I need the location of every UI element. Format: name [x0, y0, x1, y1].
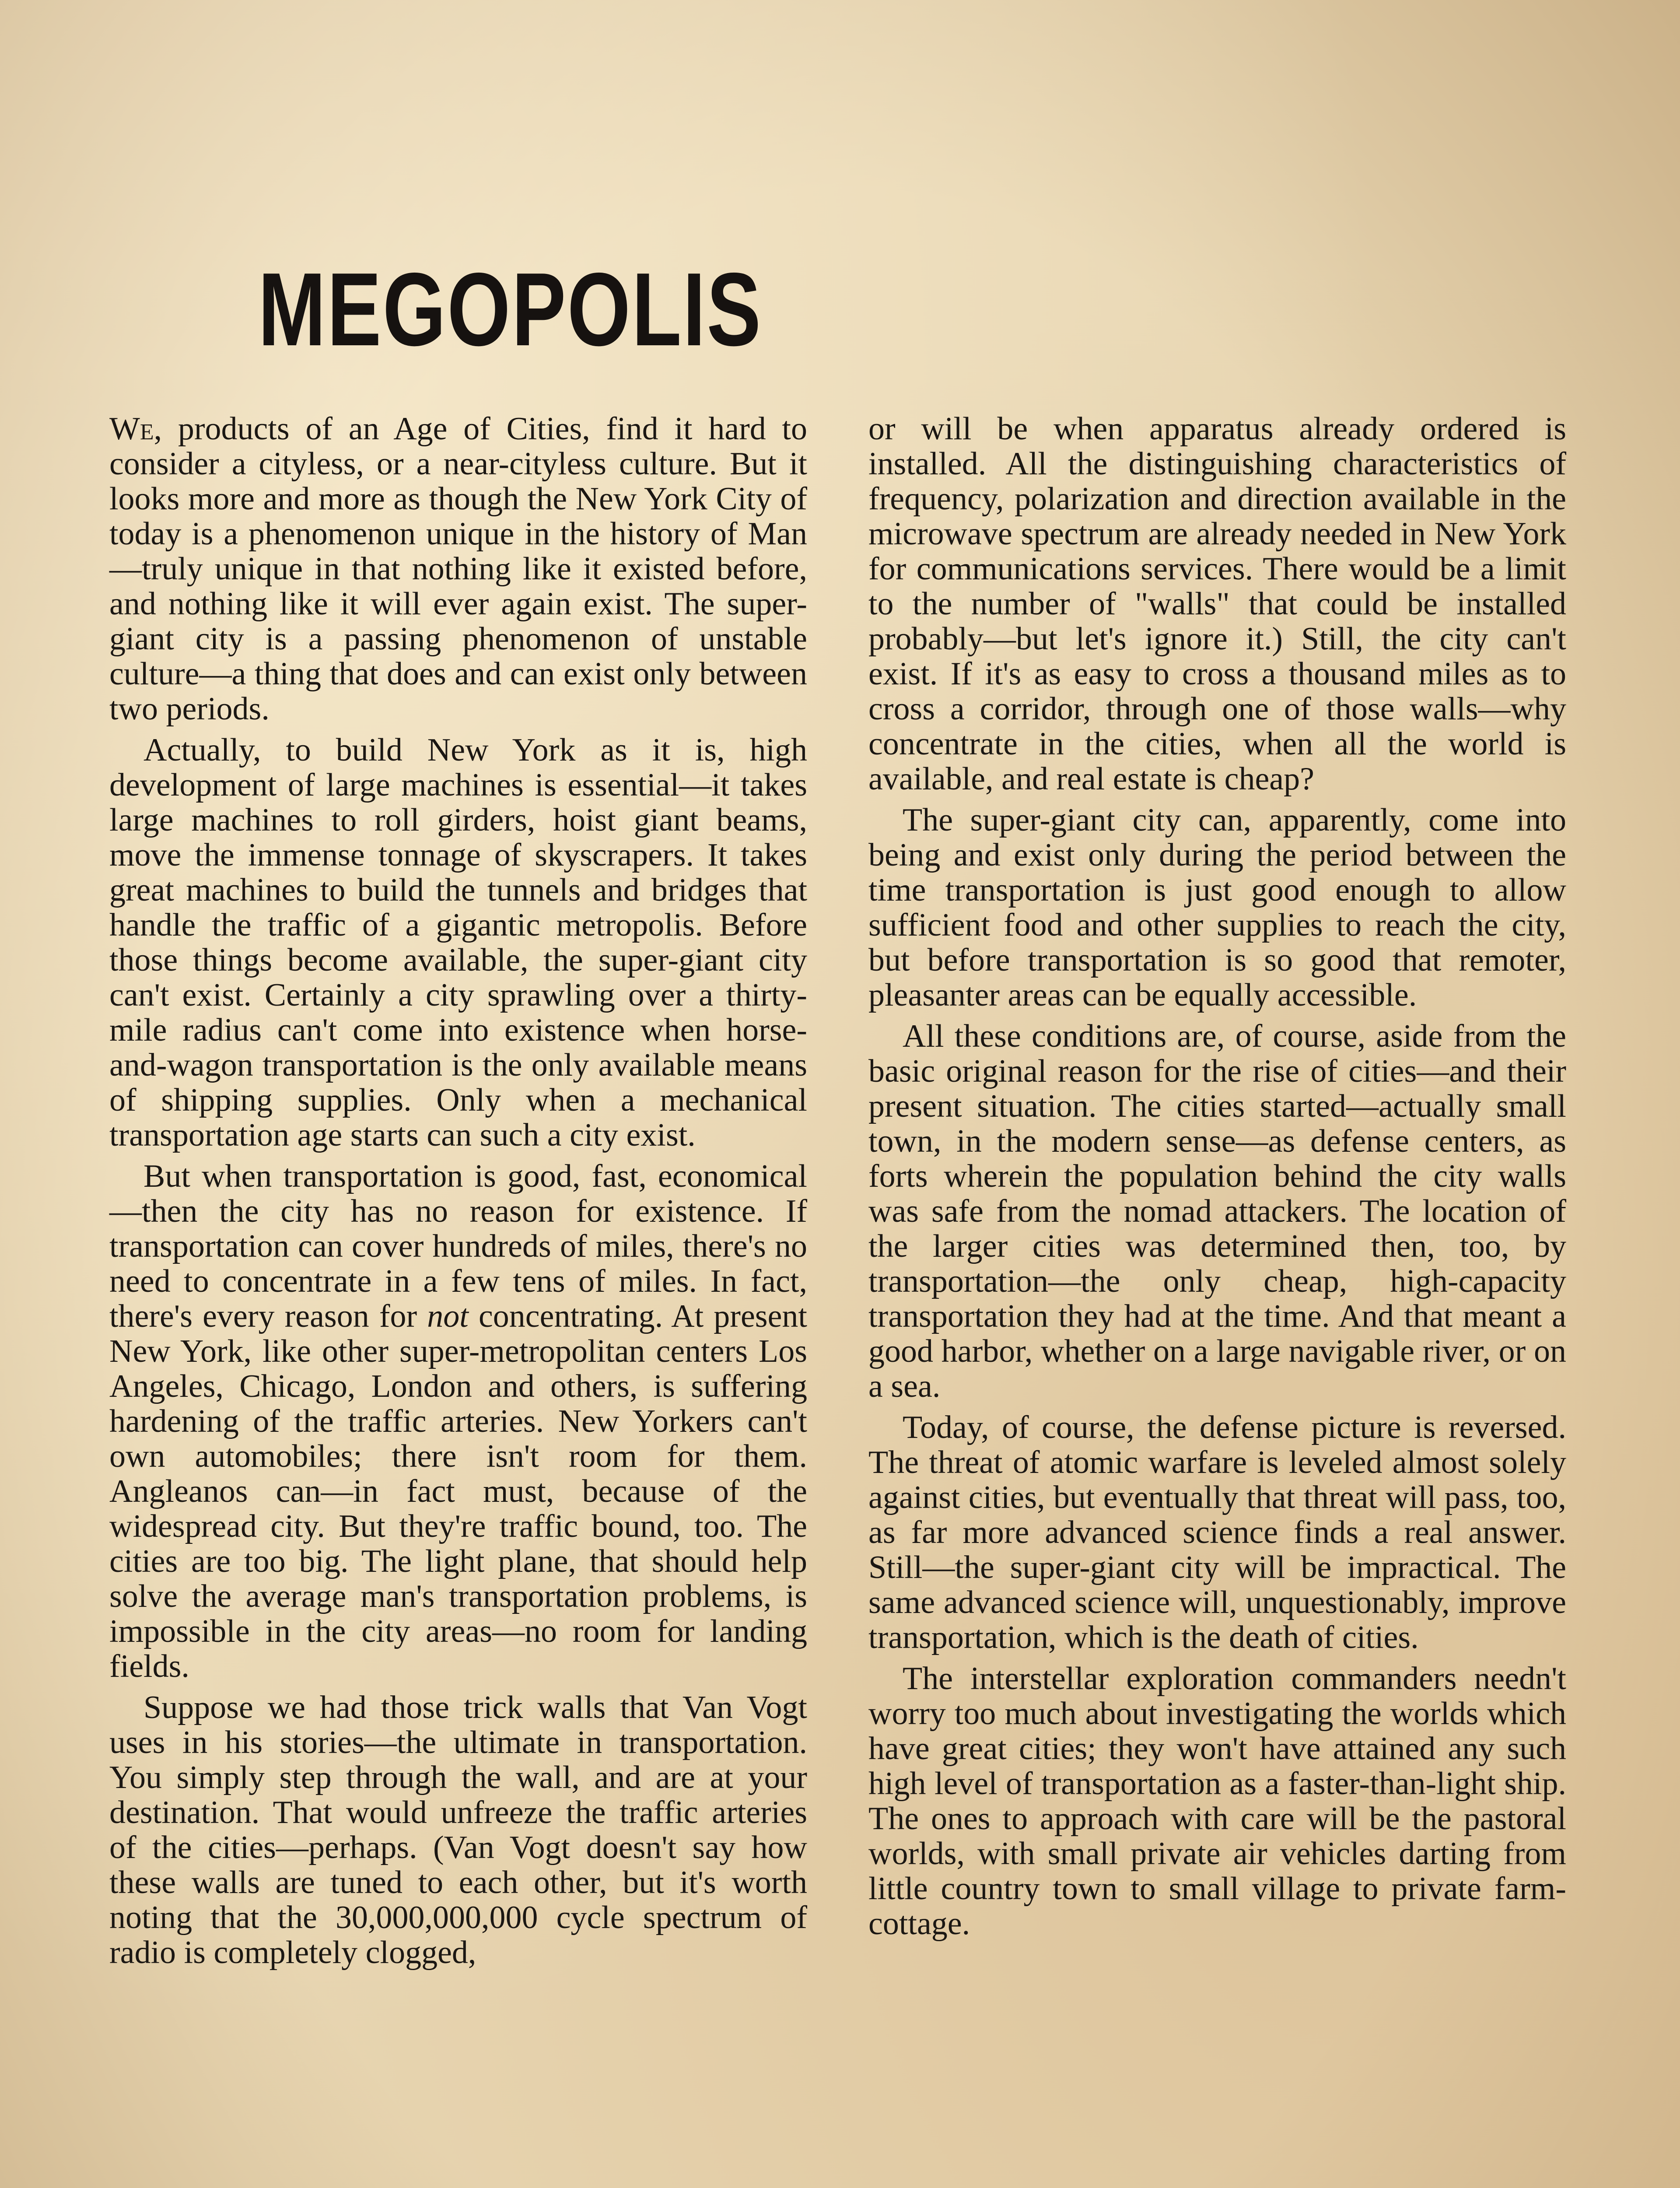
paragraph-text: , products of an Age of Cities, find it hard to consider a cityless, or a near-cityless culture. But it looks more and more as though the New York City of today is a phenomenon unique in the history of Man—truly unique in that nothing like it existed before, and nothing like it will ever again exist. The super-giant city is a passing phenomenon of unstable culture—a thing that does and can exist only between two periods.	[109, 411, 807, 727]
paragraph: or will be when apparatus already ordered is installed. All the distinguishing characteristics of frequency, polarization and direction available in the microwave spectrum are already needed in New York for communications services. There would be a limit to the number of "walls" that could be installed probably—but let's ignore it.) Still, the city can't exist. If it's as easy to cross a thousand miles as to cross a corridor, through one of those walls—why concentrate in the cities, when all the world is available, and real estate is cheap?	[868, 411, 1566, 797]
paragraph: The super-giant city can, apparently, come into being and exist only during the period between the time transportation is just good enough to allow sufficient food and other supplies to reach the city, but before transportation is so good that remoter, pleasanter areas can be equally accessible.	[868, 802, 1566, 1013]
emphasized-word: not	[427, 1298, 469, 1334]
left-column	[109, 411, 807, 1976]
paragraph: Actually, to build New York as it is, high development of large machines is essential—it takes large machines to roll girders, hoist giant beams, move the immense tonnage of skyscrapers. It takes great machines to build the tunnels and bridges that handle the traffic of a gigantic metropolis. Before those things become available, the super-giant city can't exist. Certainly a city sprawling over a thirty-mile radius can't come into existence when horse-and-wagon transportation is the only available means of shipping supplies. Only when a mechanical transportation age starts can such a city exist.	[109, 732, 807, 1153]
right-column	[868, 411, 1566, 1947]
paragraph: The interstellar exploration commanders needn't worry too much about investigating the worlds which have great cities; they won't have attained any such high level of transportation as a faster-than-light ship. The ones to approach with care will be the pastoral worlds, with small private air vehicles darting from little country town to small village to private farm-cottage.	[868, 1661, 1566, 1942]
paragraph: All these conditions are, of course, aside from the basic original reason for the rise of cities—and their present situation. The cities started—actually small town, in the modern sense—as defense centers, as forts wherein the population behind the city walls was safe from the nomad attackers. The location of the larger cities was determined then, too, by transportation—the only cheap, high-capacity transportation they had at the time. And that meant a good harbor, whether on a large navigable river, or on a sea.	[868, 1018, 1566, 1404]
drop-lead-word: We	[109, 411, 154, 447]
paragraph: Suppose we had those trick walls that Van Vogt uses in his stories—the ultimate in transportation. You simply step through the wall, and are at your destination. That would unfreeze the traffic arteries of the cities—perhaps. (Van Vogt doesn't say how these walls are tuned to each other, but it's worth noting that the 30,000,000,000 cycle spectrum of radio is completely clogged,	[109, 1690, 807, 1971]
paragraph-text: But when transportation is good, fast, economical—then the city has no reason for existence. If transportation can cover hundreds of miles, there's no need to concentrate in a few tens of miles. In fact, there's every reason for	[109, 1158, 807, 1334]
paragraph-text: concentrating. At present New York, like other super-metropolitan centers Los Angeles, Chicago, London and others, is suffering hardening of the traffic arteries. New Yorkers can't own automobiles; there isn't room for them. Angleanos can—in fact must, because of the widespread city. But they're traffic bound, too. The cities are too big. The light plane, that should help solve the average man's transportation problems, is impossible in the city areas—no room for landing fields.	[109, 1298, 807, 1684]
article-title: MEGOPOLIS	[258, 252, 763, 368]
paragraph: Today, of course, the defense picture is reversed. The threat of atomic warfare is leveled almost solely against cities, but eventually that threat will pass, too, as far more advanced science finds a real answer. Still—the super-giant city will be impractical. The same advanced science will, unquestionably, improve transportation, which is the death of cities.	[868, 1410, 1566, 1655]
paragraph	[109, 1159, 807, 1684]
paragraph	[109, 411, 807, 726]
